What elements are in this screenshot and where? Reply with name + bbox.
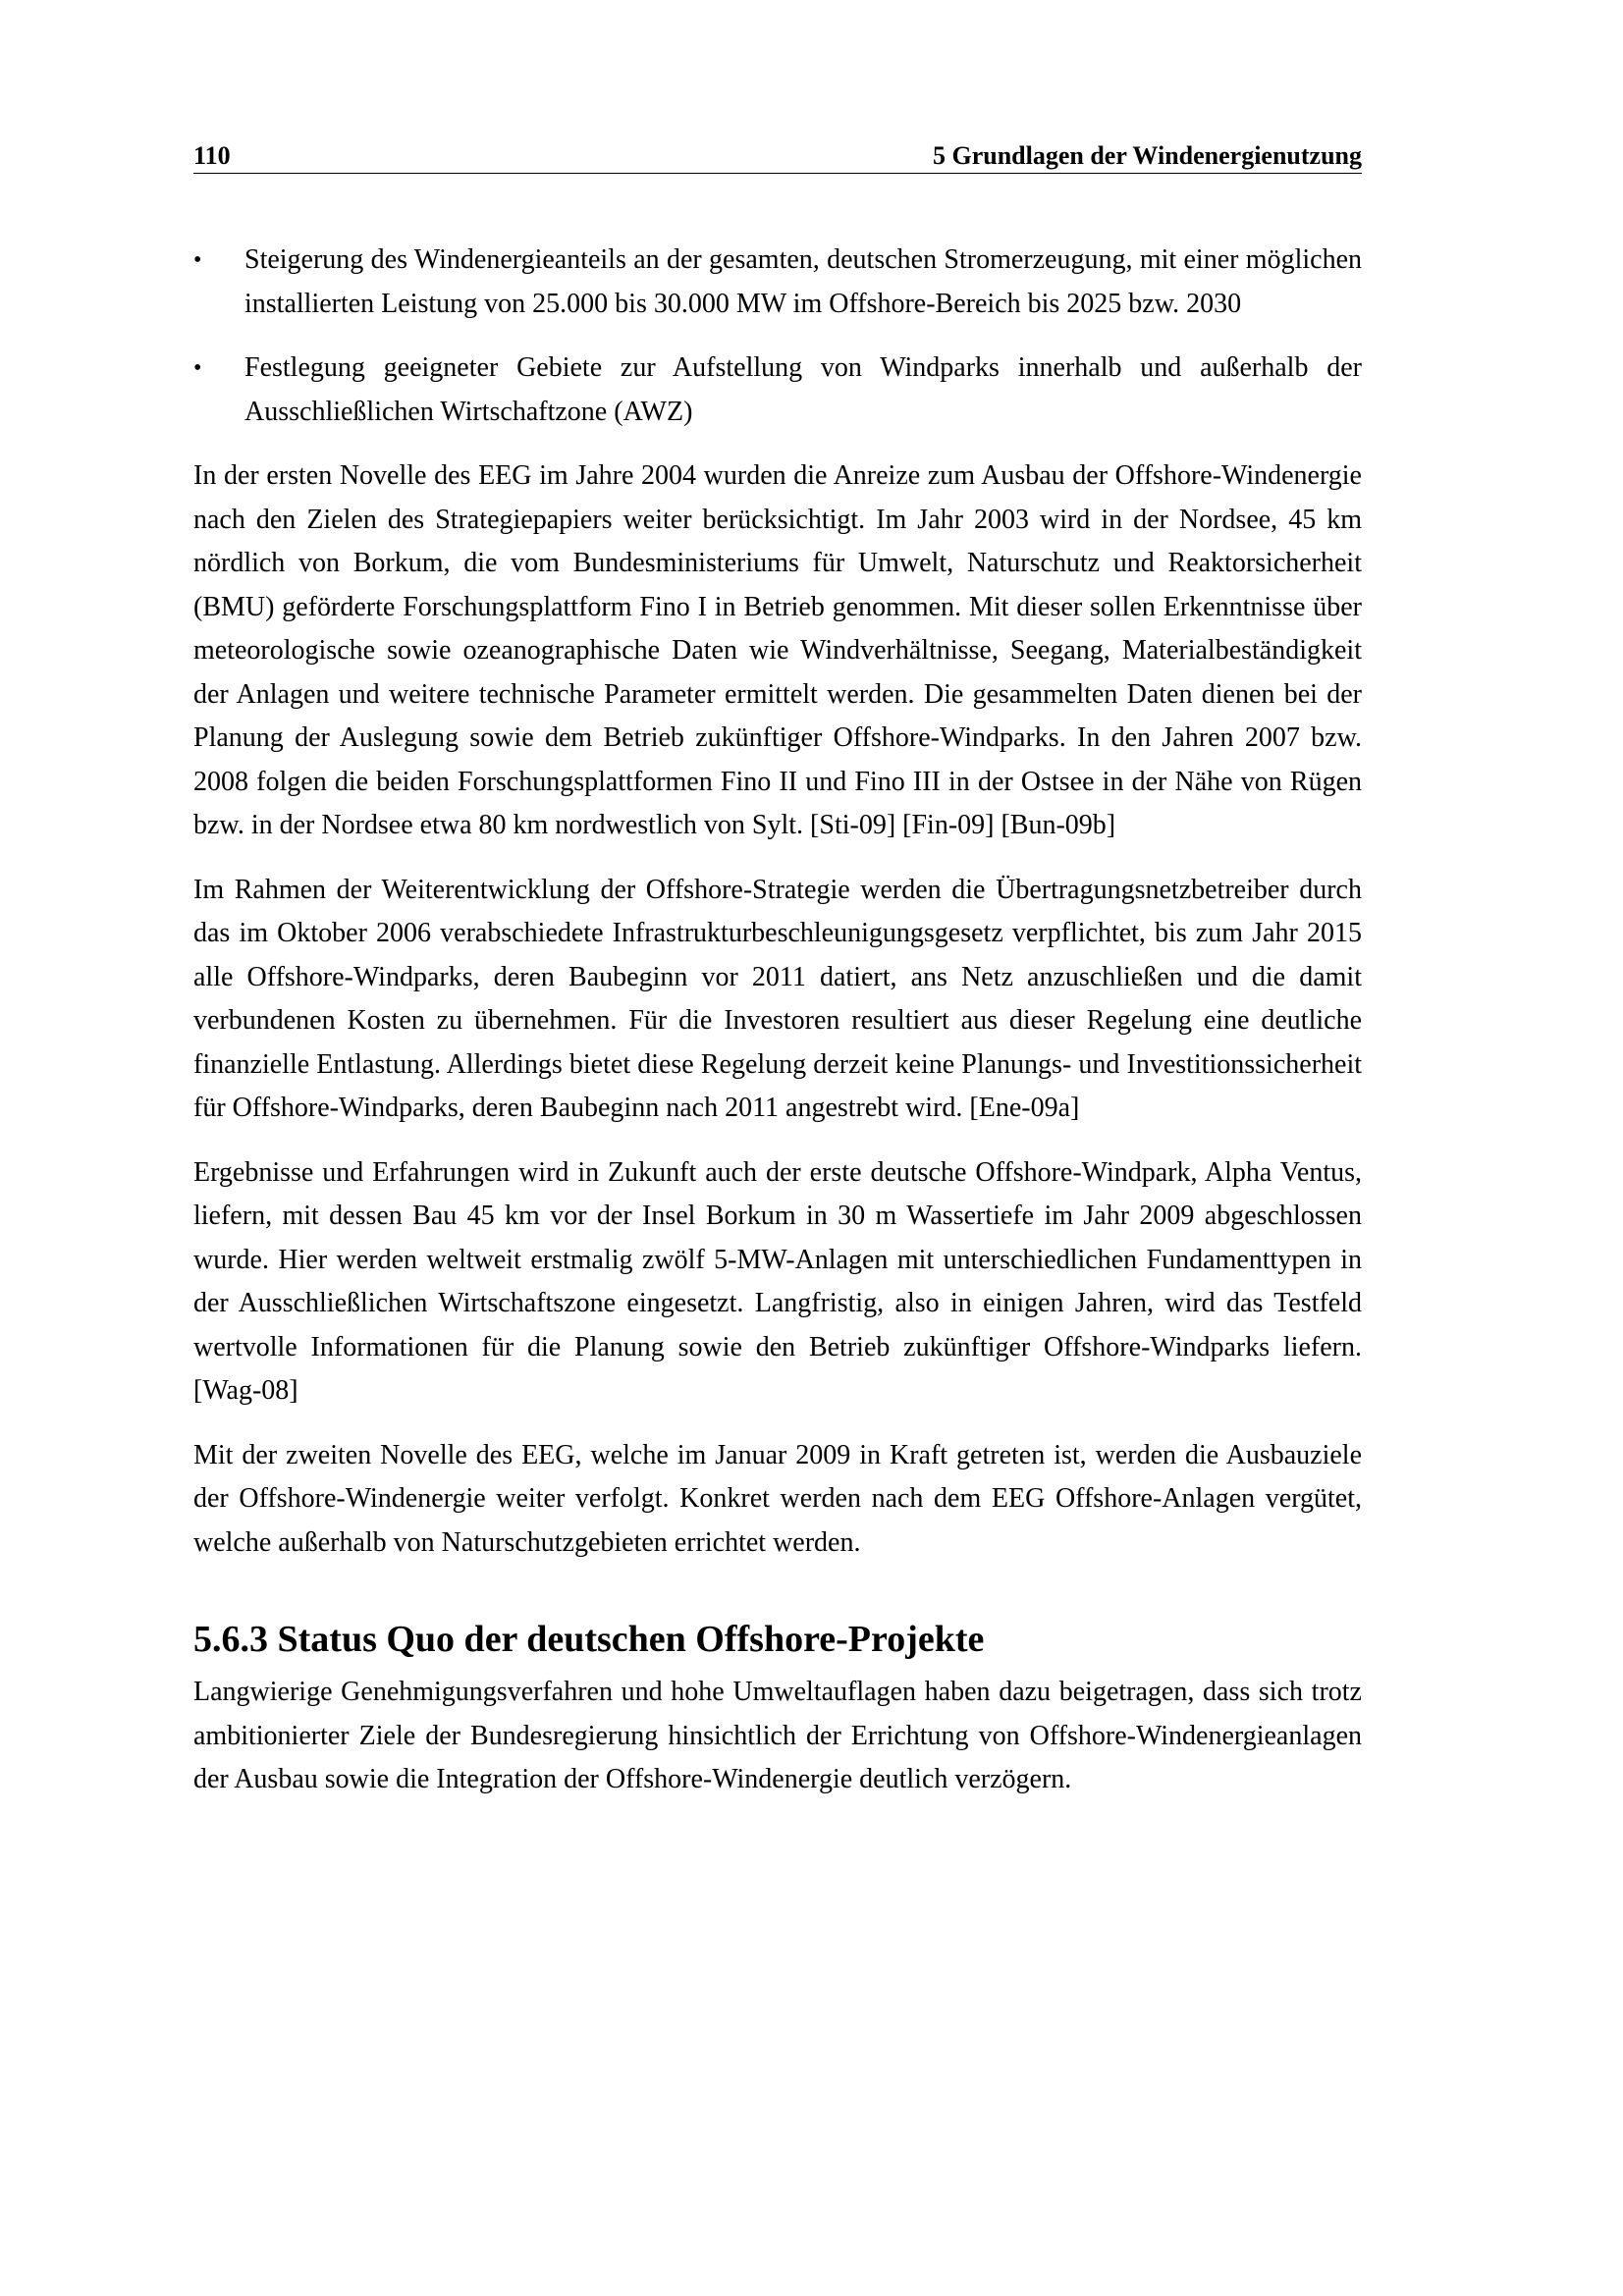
list-item-text: Festlegung geeigneter Gebiete zur Aufstellung von Windparks innerhalb und außerhalb der Ausschließlichen Wirtschaftzone (AWZ)	[244, 352, 1362, 427]
page-number: 110	[193, 141, 231, 170]
body-paragraph: Mit der zweiten Novelle des EEG, welche im Januar 2009 in Kraft getreten ist, werden die Ausbauziele der Offshore-Windenergie weiter verfolgt. Konkret werden nach dem EEG Offshore-Anlagen vergütet, welche außerhalb von Naturschutzgebieten errichtet werden.	[193, 1439, 1362, 1558]
bullet-icon: •	[193, 355, 202, 381]
body-paragraph: In der ersten Novelle des EEG im Jahre 2004 wurden die Anreize zum Ausbau der Offshore-Windenergie nach den Zielen des Strategiepapiers weiter berücksichtigt. Im Jahr 2003 wird in der Nordsee, 45 km nördlich von Borkum, die vom Bundesministeriums für Umwelt, Naturschutz und Reaktorsicherheit (BMU) geförderte Forschungsplattform Fino I in Betrieb genommen. Mit dieser sollen Erkenntnisse über meteorologische sowie ozeanographische Daten wie Windverhältnisse, Seegang, Materialbeständigkeit der Anlagen und weitere technische Parameter ermittelt werden. Die gesammelten Daten dienen bei der Planung der Auslegung sowie dem Betrieb zukünftiger Offshore-Windparks. In den Jahren 2007 bzw. 2008 folgen die beiden Forschungsplattformen Fino II und Fino III in der Ostsee in der Nähe von Rügen bzw. in der Nordsee etwa 80 km nordwestlich von Sylt. [Sti-09] [Fin-09] [Bun-09b]	[193, 460, 1362, 840]
body-paragraph: Langwierige Genehmigungsverfahren und hohe Umweltauflagen haben dazu beigetragen, dass sich trotz ambitionierter Ziele der Bundesregierung hinsichtlich der Errichtung von Offshore-Windenergieanlagen der Ausbau sowie die Integration der Offshore-Windenergie deutlich verzögern.	[193, 1677, 1362, 1794]
list-item-text: Steigerung des Windenergieanteils an der gesamten, deutschen Stromerzeugung, mit einer möglichen installierten Leistung von 25.000 bis 30.000 MW im Offshore-Bereich bis 2025 bzw. 2030	[244, 244, 1362, 319]
page-content	[193, 239, 1362, 1823]
list-item	[193, 347, 1362, 434]
document-page	[193, 0, 1362, 2296]
body-paragraph: Im Rahmen der Weiterentwicklung der Offshore-Strategie werden die Übertragungsnetzbetreiber durch das im Oktober 2006 verabschiedete Infrastrukturbeschleunigungsgesetz verpflichtet, bis zum Jahr 2015 alle Offshore-Windparks, deren Baubeginn vor 2011 datiert, ans Netz anzuschließen und die damit verbundenen Kosten zu übernehmen. Für die Investoren resultiert aus dieser Regelung eine deutliche finanzielle Entlastung. Allerdings bietet diese Regelung derzeit keine Planungs- und Investitionssicherheit für Offshore-Windparks, deren Baubeginn nach 2011 angestrebt wird. [Ene-09a]	[193, 874, 1362, 1123]
chapter-title: 5 Grundlagen der Windenergienutzung	[932, 141, 1362, 170]
bullet-icon: •	[193, 247, 202, 273]
body-paragraph: Ergebnisse und Erfahrungen wird in Zukunft auch der erste deutsche Offshore-Windpark, Alpha Ventus, liefern, mit dessen Bau 45 km vor der Insel Borkum in 30 m Wassertiefe im Jahr 2009 abgeschlossen wurde. Hier werden weltweit erstmalig zwölf 5-MW-Anlagen mit unterschiedlichen Fundamenttypen in der Ausschließlichen Wirtschaftszone eingesetzt. Langfristig, also in einigen Jahren, wird das Testfeld wertvolle Informationen für die Planung sowie den Betrieb zukünftiger Offshore-Windparks liefern. [Wag-08]	[193, 1156, 1362, 1406]
bullet-list	[193, 239, 1362, 434]
running-header	[193, 139, 1362, 174]
section-heading: 5.6.3 Status Quo der deutschen Offshore-Projekte	[193, 1619, 985, 1660]
list-item	[193, 239, 1362, 326]
